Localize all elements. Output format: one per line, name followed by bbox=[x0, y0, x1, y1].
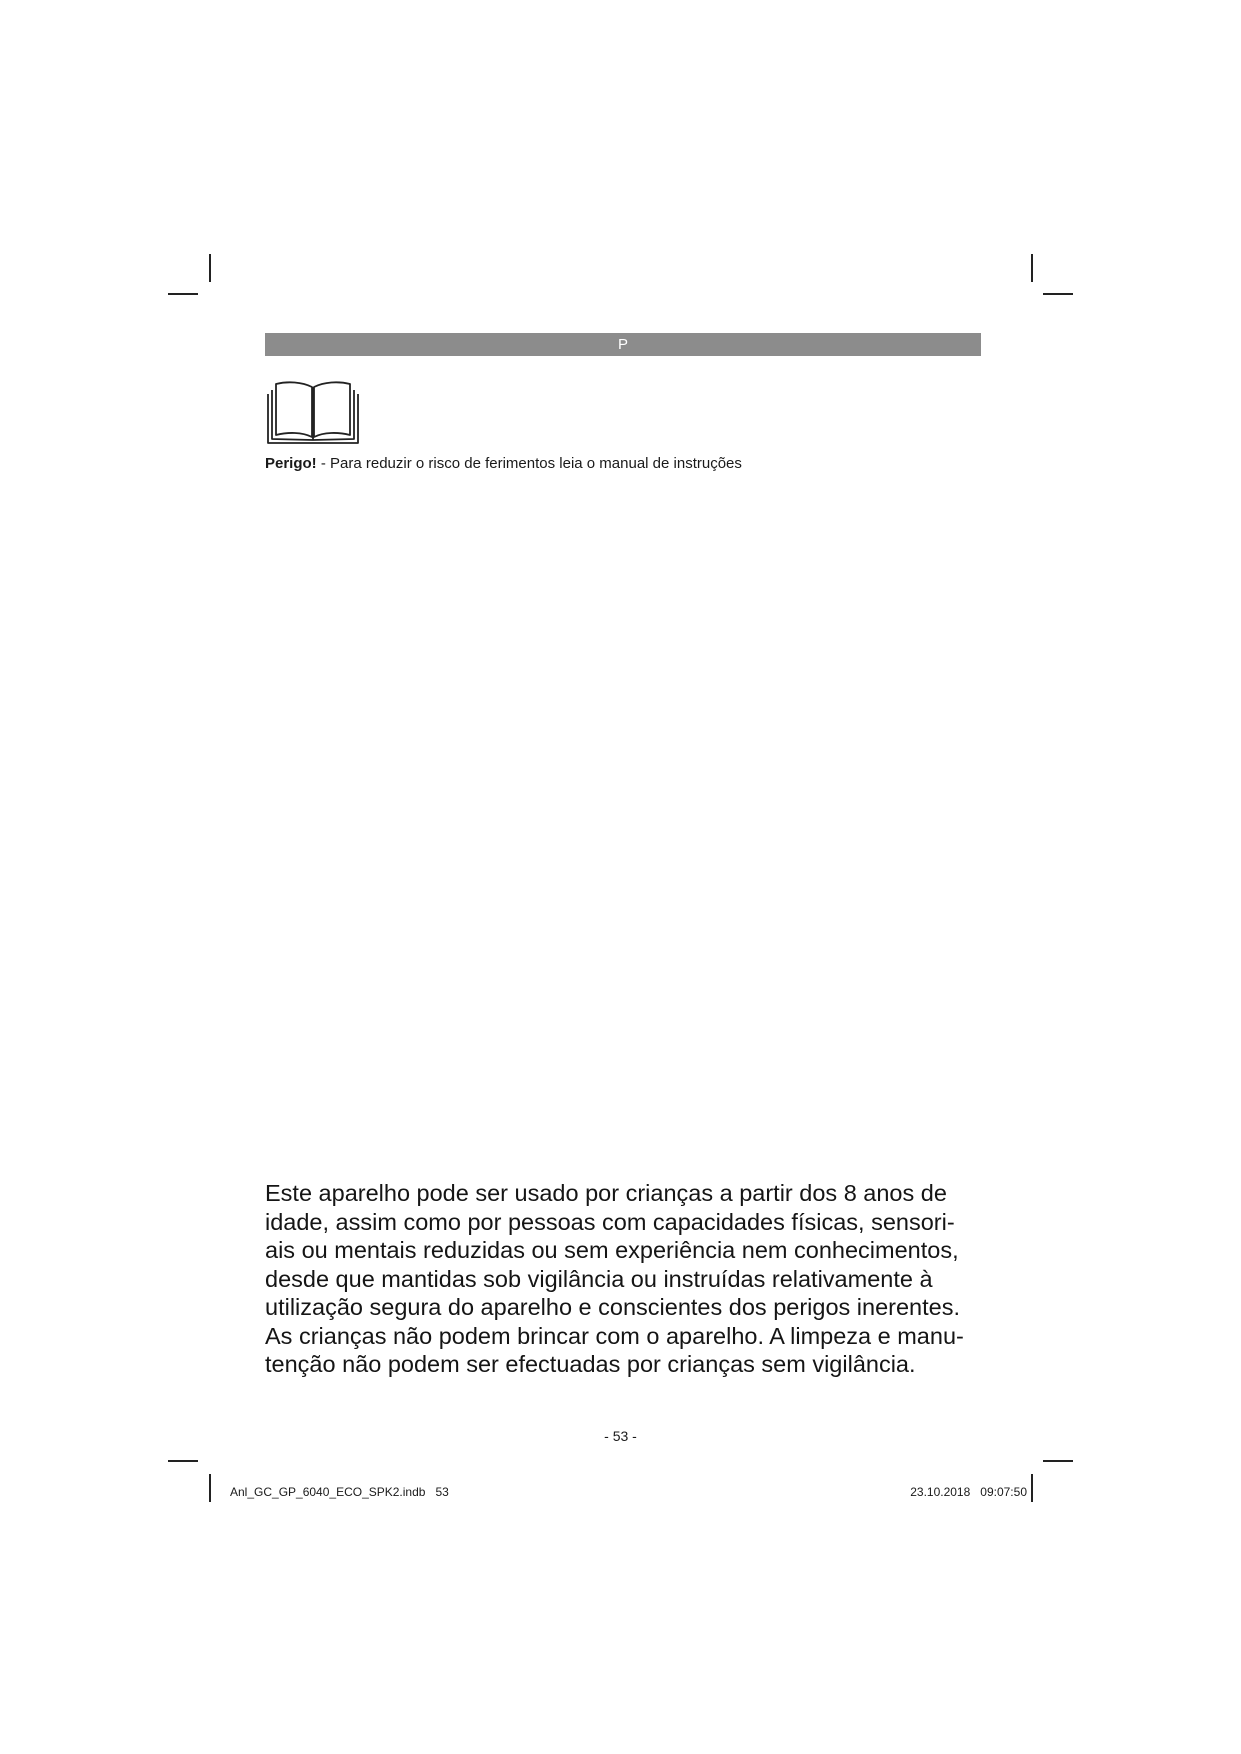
safety-paragraph bbox=[265, 1179, 985, 1379]
paragraph-line: tenção não podem ser efectuadas por crianças sem vigilância. bbox=[265, 1351, 916, 1377]
print-slug-filename: Anl_GC_GP_6040_ECO_SPK2.indb 53 bbox=[230, 1485, 449, 1499]
crop-mark bbox=[1031, 1474, 1033, 1502]
crop-mark bbox=[209, 1474, 211, 1502]
warning-text bbox=[265, 454, 742, 474]
paragraph-line: Este aparelho pode ser usado por crianças a partir dos 8 anos de bbox=[265, 1180, 947, 1206]
paragraph-line: As crianças não podem brincar com o aparelho. A limpeza e manu- bbox=[265, 1322, 964, 1349]
paragraph-line: ais ou mentais reduzidas ou sem experiência nem conhecimentos, bbox=[265, 1237, 959, 1263]
crop-mark bbox=[1043, 293, 1073, 295]
print-date: 23.10.2018 bbox=[910, 1485, 971, 1499]
language-code: P bbox=[617, 336, 628, 353]
paragraph-line: utilização segura do aparelho e conscientes dos perigos inerentes. bbox=[265, 1294, 960, 1320]
print-time: 09:07:50 bbox=[980, 1485, 1027, 1499]
crop-mark bbox=[209, 254, 211, 282]
warning-label: Perigo! bbox=[265, 455, 317, 472]
open-book-icon bbox=[266, 380, 360, 446]
paragraph-line: idade, assim como por pessoas com capacidades físicas, sensori- bbox=[265, 1208, 955, 1235]
page-number: - 53 - bbox=[604, 1428, 637, 1444]
warning-message: - Para reduzir o risco de ferimentos leia o manual de instruções bbox=[316, 455, 742, 472]
paragraph-line: desde que mantidas sob vigilância ou instruídas relativamente à bbox=[265, 1265, 933, 1292]
crop-mark bbox=[1043, 1460, 1073, 1462]
crop-mark bbox=[168, 1460, 198, 1462]
print-slug-timestamp bbox=[910, 1485, 1027, 1499]
crop-mark bbox=[1031, 254, 1033, 282]
crop-mark bbox=[168, 293, 198, 295]
language-header-bar bbox=[265, 333, 981, 356]
